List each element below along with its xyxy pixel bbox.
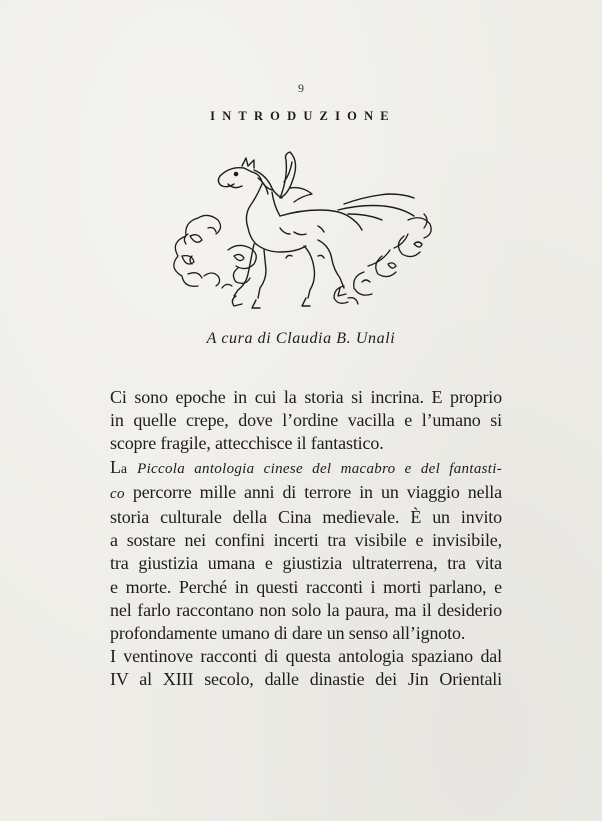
- horse-icon: [218, 152, 414, 308]
- left-cloud-icon: [174, 215, 256, 288]
- text-line: storia culturale della Cina medievale. È un invito: [110, 507, 502, 528]
- body-text: [110, 386, 502, 692]
- winged-horse-illustration-icon: [168, 148, 438, 318]
- text-line: I ventinove racconti di questa antologia spaziano dal: [110, 646, 502, 667]
- chapter-title: INTRODUZIONE: [210, 109, 396, 123]
- right-cloud-icon: [334, 214, 431, 304]
- book-title-italic: Piccola antologia cinese del macabro e del fantasti-: [137, 460, 502, 477]
- editor-credit: A cura di Claudia B. Unali: [206, 330, 396, 347]
- text-fragment: percorre mille anni di terrore in un viaggio nella: [124, 481, 502, 502]
- text-line: profondamente umano di dare un senso all’ignoto.: [110, 623, 466, 644]
- text-line: in quelle crepe, dove l’ordine vacilla e l’umano si: [110, 410, 502, 431]
- text-line: [110, 456, 502, 481]
- page-number: 9: [298, 81, 304, 95]
- lead-small-caps: a: [120, 461, 128, 477]
- text-line: [110, 481, 502, 506]
- book-title-italic-end: co: [110, 485, 125, 502]
- text-line: e morte. Perché in questi racconti i morti parlano, e: [110, 576, 502, 597]
- text-line: nel farlo raccontano non solo la paura, ma il desiderio: [110, 599, 502, 620]
- text-line: tra giustizia umana e giustizia ultraterrena, tra vita: [110, 553, 502, 574]
- text-line: IV al XIII secolo, dalle dinastie dei Jin Orientali: [110, 669, 502, 690]
- text-line: a sostare nei confini incerti tra visibile e invisibile,: [110, 530, 502, 551]
- text-line: Ci sono epoche in cui la storia si incrina. E proprio: [110, 387, 502, 407]
- text-line: scopre fragile, attecchisce il fantastico.: [110, 433, 384, 454]
- lead-capital: L: [110, 456, 121, 477]
